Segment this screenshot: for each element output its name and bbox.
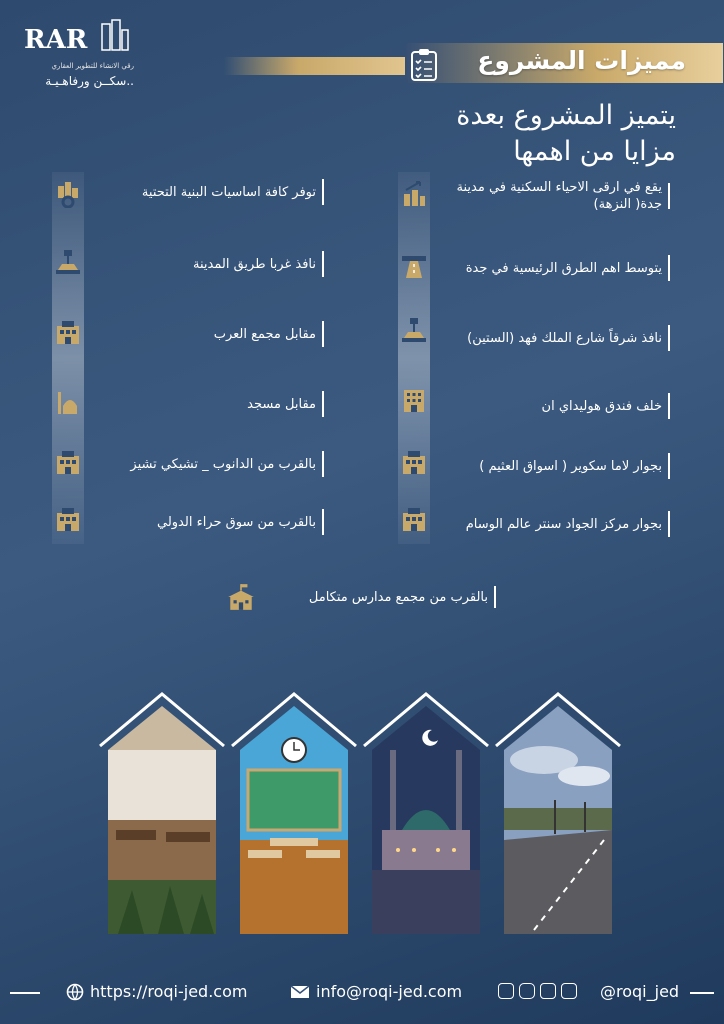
intro-line-2: مزايا من اهمها [513,136,676,167]
social-handle[interactable]: @roqi_jed [600,982,680,1001]
feature-item [90,498,330,546]
feature-item [90,310,330,358]
svg-text:RAR: RAR [24,25,88,55]
feature-item [90,380,330,428]
feature-item [90,440,330,488]
feature-divider [322,321,324,347]
checklist-icon [410,48,438,82]
feature-divider [322,179,324,205]
company-slogan: سكــن ورفاهـيـة.. [45,74,134,88]
feature-divider [668,255,670,281]
feature-divider [322,391,324,417]
footer-line-right [690,992,714,994]
feature-divider [494,586,496,608]
mosque-photo [362,690,490,940]
road-photo [494,690,622,940]
email-link[interactable]: info@roqi-jed.com [316,982,463,1001]
footer-website[interactable] [66,982,247,1001]
feature-divider [322,509,324,535]
feature-text: بالقرب من مجمع مدارس متكامل [308,589,488,605]
feature-item [436,244,676,292]
instagram-icon[interactable] [519,983,535,999]
mall-icon [400,505,428,533]
website-link[interactable]: https://roqi-jed.com [90,982,248,1001]
feature-item [90,168,330,216]
hotel-icon [400,386,428,414]
feature-text: مقابل مسجد [247,396,316,412]
feature-divider [668,183,670,209]
mall-icon [54,318,82,346]
feature-text: بجوار مركز الجواد سنتر عالم الوسام [465,516,662,532]
classroom-photo [230,690,358,940]
feature-item-bottom [309,586,496,608]
feature-divider [668,511,670,537]
feature-item [436,382,676,430]
feature-item [436,314,676,362]
feature-divider [668,393,670,419]
feature-divider [322,251,324,277]
gold-bar [224,57,409,75]
feature-text: نافذ شرقاً شارع الملك فهد (الستين) [467,330,662,346]
icon-strip-right [398,172,430,544]
features-right [436,172,676,548]
feature-item [436,500,676,548]
feature-text: مقابل مجمع العرب [213,326,316,342]
mail-icon [290,985,310,999]
feature-item [436,172,676,220]
infrastructure-icon [54,180,82,208]
photo-gallery [98,690,618,940]
company-name: رقي الانشاء للتطوير العقاري [51,62,134,70]
mall-photo [98,690,226,940]
mall-icon [54,448,82,476]
feature-text: يتوسط اهم الطرق الرئيسية في جدة [465,260,662,276]
icon-strip-left [52,172,84,544]
feature-divider [668,453,670,479]
mosque-icon [54,388,82,416]
landmark-icon [54,248,82,276]
features-left [90,168,330,546]
feature-text: خلف فندق هوليداي ان [541,398,662,414]
mall-icon [400,448,428,476]
feature-divider [668,325,670,351]
feature-divider [322,451,324,477]
snapchat-icon[interactable] [498,983,514,999]
logo-mark-icon [22,18,130,56]
footer-handle[interactable] [600,982,679,1001]
feature-item [90,240,330,288]
feature-text: بالقرب من الدانوب _ تشيكي تشيز [130,456,316,472]
road-icon [400,252,428,280]
city-arrow-icon [400,180,428,208]
feature-text: بجوار لاما سكوير ( اسواق العثيم ) [479,458,662,474]
feature-text: يقع في ارقى الاحياء السكنية في مدينة جدة( النزهة) [456,180,662,212]
intro-line-1: يتميز المشروع بعدة [456,100,676,131]
footer-line-left [10,992,40,994]
intro-text [456,98,676,170]
globe-icon [66,983,84,1001]
feature-text: بالقرب من سوق حراء الدولي [156,514,316,530]
social-icons [498,983,577,999]
x-icon[interactable] [540,983,556,999]
feature-item [436,442,676,490]
school-icon [226,582,256,612]
footer [0,978,724,1008]
feature-text: نافذ غربا طريق المدينة [193,256,316,272]
tiktok-icon[interactable] [561,983,577,999]
mall-icon [54,505,82,533]
landmark-icon [400,316,428,344]
footer-email[interactable] [290,982,462,1001]
page-title: مميزات المشروع [477,46,686,75]
company-logo [22,18,134,88]
feature-text: توفر كافة اساسيات البنية التحتية [141,184,316,200]
